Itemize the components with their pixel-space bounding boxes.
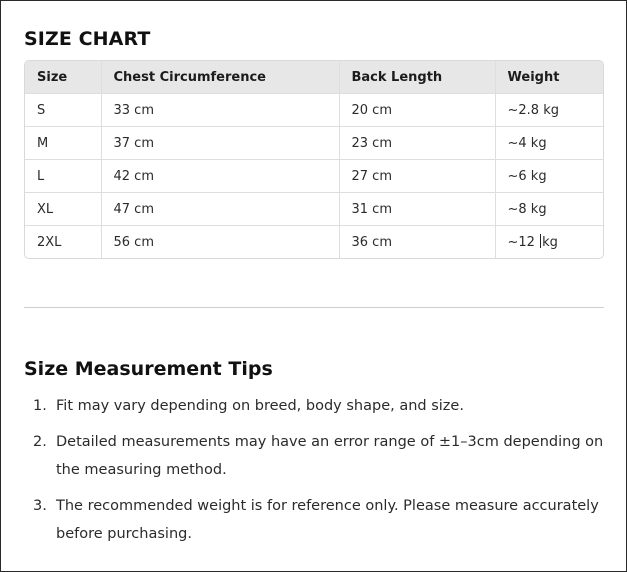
- tips-list: [24, 392, 604, 556]
- list-item-text: Detailed measurements may have an error range of ±1–3cm depending on the measuring method.: [56, 434, 604, 478]
- chest-cell: 56 cm: [101, 226, 339, 259]
- list-item: [24, 428, 604, 484]
- table-row: [25, 193, 603, 226]
- list-item-text: The recommended weight is for reference only. Please measure accurately before purchasing.: [56, 498, 599, 542]
- size-cell: M: [25, 127, 101, 160]
- list-item: [24, 392, 604, 420]
- back-length-cell: 36 cm: [339, 226, 495, 259]
- list-item-text: Fit may vary depending on breed, body shape, and size.: [56, 398, 464, 414]
- list-item-number: 3.: [33, 498, 47, 514]
- text-cursor: [540, 234, 541, 248]
- table-row: [25, 127, 603, 160]
- tips-title: Size Measurement Tips: [24, 358, 273, 380]
- chest-cell: 42 cm: [101, 160, 339, 193]
- back-length-cell: 27 cm: [339, 160, 495, 193]
- weight-text-before-caret: ~12: [507, 235, 540, 250]
- size-cell: S: [25, 94, 101, 127]
- table-row: [25, 94, 603, 127]
- weight-cell-editing[interactable]: [495, 226, 603, 259]
- chest-cell: 33 cm: [101, 94, 339, 127]
- size-cell: 2XL: [25, 226, 101, 259]
- table-row: [25, 226, 603, 259]
- back-length-cell: 31 cm: [339, 193, 495, 226]
- size-cell: L: [25, 160, 101, 193]
- list-item: [24, 492, 604, 548]
- weight-text-after-caret: kg: [542, 235, 558, 250]
- section-divider: [24, 307, 604, 308]
- table-header-row: [25, 61, 603, 94]
- list-item-number: 1.: [33, 398, 47, 414]
- weight-cell: ~8 kg: [495, 193, 603, 226]
- chest-cell: 47 cm: [101, 193, 339, 226]
- weight-cell: ~4 kg: [495, 127, 603, 160]
- size-chart-table-wrapper: [24, 60, 604, 259]
- back-length-cell: 23 cm: [339, 127, 495, 160]
- column-header-weight: Weight: [495, 61, 603, 94]
- table-row: [25, 160, 603, 193]
- size-chart-title: SIZE CHART: [24, 28, 151, 50]
- column-header-chest: Chest Circumference: [101, 61, 339, 94]
- list-item-number: 2.: [33, 434, 47, 450]
- back-length-cell: 20 cm: [339, 94, 495, 127]
- chest-cell: 37 cm: [101, 127, 339, 160]
- column-header-back-length: Back Length: [339, 61, 495, 94]
- weight-cell: ~2.8 kg: [495, 94, 603, 127]
- column-header-size: Size: [25, 61, 101, 94]
- size-cell: XL: [25, 193, 101, 226]
- size-chart-table: [25, 61, 603, 258]
- weight-cell: ~6 kg: [495, 160, 603, 193]
